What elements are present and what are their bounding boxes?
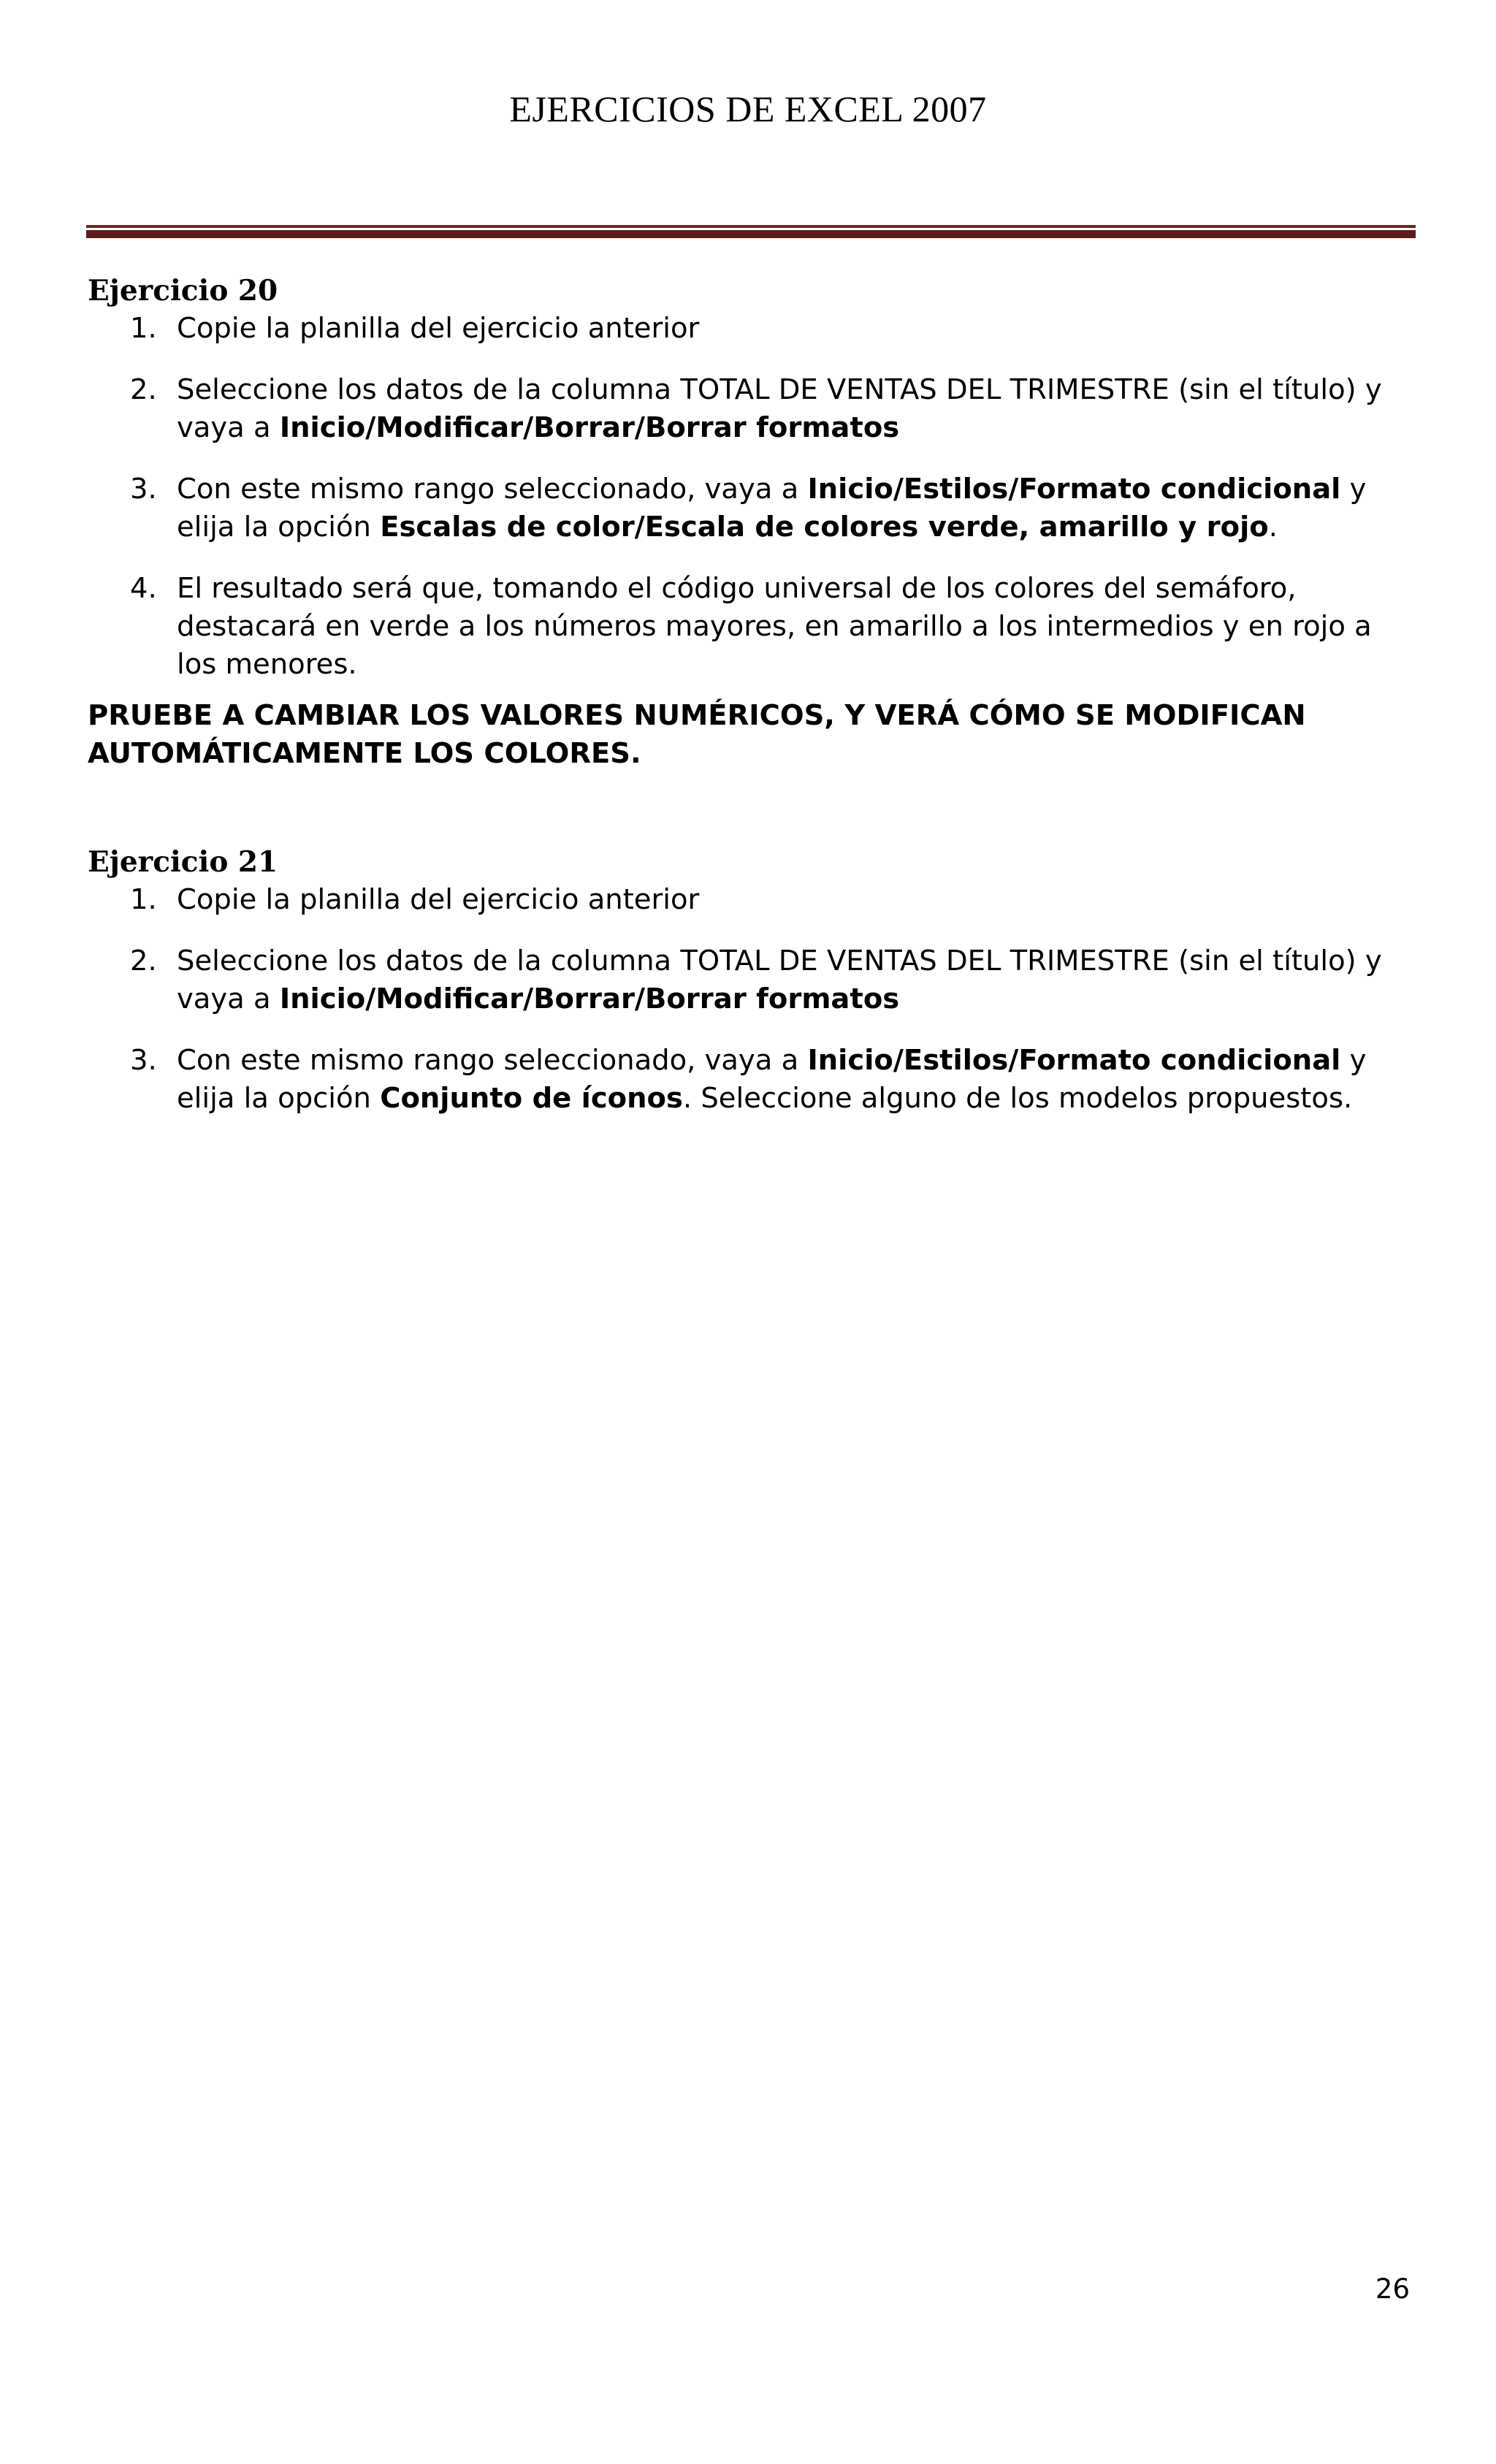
step-menu-path: Inicio/Modificar/Borrar/Borrar formatos — [279, 411, 900, 444]
step-text: Con este mismo rango seleccionado, vaya a — [177, 1044, 808, 1077]
header-rule-thin-line — [86, 225, 1416, 228]
step-text: Copie la planilla del ejercicio anterior — [177, 312, 700, 345]
exercise-20-step-1 — [88, 310, 1410, 348]
page-number: 26 — [1375, 2273, 1410, 2305]
step-menu-path: Inicio/Estilos/Formato condicional — [807, 1044, 1341, 1077]
step-option: Conjunto de íconos — [380, 1082, 683, 1115]
step-number: 2. — [130, 945, 157, 977]
step-text: y elija la opción — [177, 1044, 1367, 1115]
exercise-20-step-3 — [88, 470, 1410, 546]
step-number: 1. — [130, 312, 157, 345]
exercise-20-note: PRUEBE A CAMBIAR LOS VALORES NUMÉRICOS, Y VERÁ CÓMO SE MODIFICAN AUTOMÁTICAMENTE LOS COLORES. — [88, 699, 1306, 770]
exercise-21-step-1 — [88, 881, 1410, 919]
page-title: EJERCICIOS DE EXCEL 2007 — [509, 88, 987, 129]
step-text: Copie la planilla del ejercicio anterior — [177, 883, 700, 916]
step-option: Escalas de color/Escala de colores verde, amarillo y rojo — [380, 511, 1269, 543]
step-text: Con este mismo rango seleccionado, vaya a — [177, 473, 808, 506]
step-text: . — [1268, 511, 1278, 543]
step-number: 3. — [130, 1044, 157, 1077]
header-rule — [86, 225, 1416, 238]
step-text: Seleccione los datos de la columna TOTAL DE VENTAS DEL TRIMESTRE (sin el título) y vaya a — [177, 373, 1382, 444]
step-number: 3. — [130, 473, 157, 506]
exercise-21-step-3 — [88, 1042, 1410, 1118]
exercise-20 — [88, 272, 1410, 773]
step-text: y elija la opción — [177, 473, 1367, 543]
exercise-21-step-2 — [88, 942, 1410, 1018]
exercise-21 — [88, 843, 1410, 1141]
step-number: 2. — [130, 373, 157, 406]
step-number: 1. — [130, 883, 157, 916]
exercise-20-steps — [88, 310, 1410, 684]
step-text: Seleccione los datos de la columna TOTAL DE VENTAS DEL TRIMESTRE (sin el título) y vaya a — [177, 945, 1382, 1015]
step-number: 4. — [130, 572, 157, 605]
exercise-20-step-2 — [88, 371, 1410, 447]
step-text: El resultado será que, tomando el código universal de los colores del semáforo, destacará en verde a los números mayores, en amarillo a los intermedios y en rojo a los menores. — [177, 572, 1372, 681]
step-text: . Seleccione alguno de los modelos propuestos. — [682, 1082, 1353, 1115]
step-menu-path: Inicio/Modificar/Borrar/Borrar formatos — [279, 983, 900, 1015]
exercise-20-step-4 — [88, 570, 1410, 684]
step-menu-path: Inicio/Estilos/Formato condicional — [807, 473, 1341, 506]
exercise-20-heading: Ejercicio 20 — [88, 274, 278, 308]
exercise-21-steps — [88, 881, 1410, 1118]
header-rule-thick-line — [86, 230, 1416, 238]
exercise-21-heading: Ejercicio 21 — [88, 845, 278, 879]
